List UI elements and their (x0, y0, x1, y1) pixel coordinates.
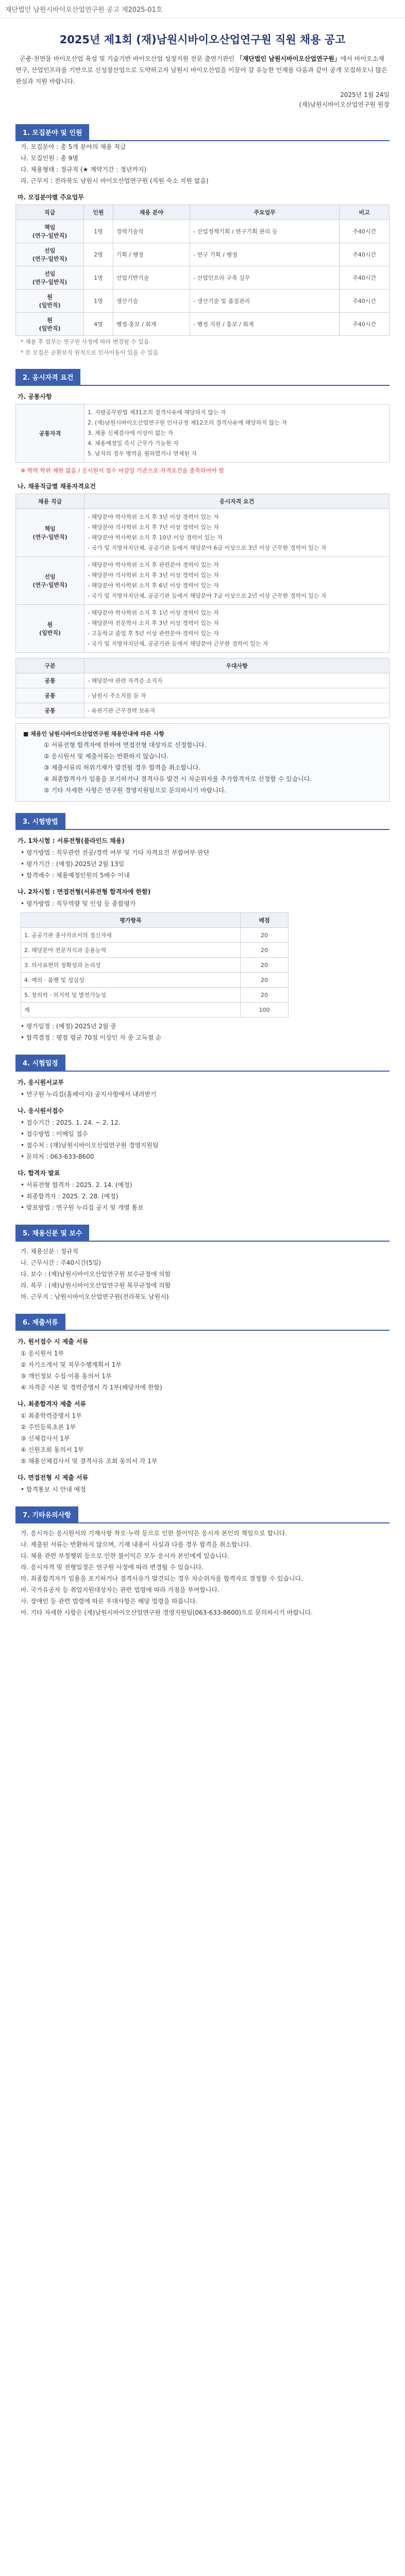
table-cell: - 생산기술 및 품질관리 (190, 290, 340, 313)
section-7-item: 나. 제출된 서류는 반환하지 않으며, 기재 내용이 사실과 다를 경우 합격을 취소합니다. (21, 1541, 251, 1548)
section-7-item: 다. 채용 관련 부정행위 등으로 인한 불이익은 모두 응시자 본인에게 있습니다. (21, 1552, 230, 1560)
preference-category: 공통 (16, 673, 85, 688)
section-7-item: 라. 응시자격 및 전형일정은 연구원 사정에 따라 변경될 수 있습니다. (21, 1564, 204, 1571)
section-4-item: • 발표방법 : 연구원 누리집 공지 및 개별 통보 (21, 1204, 144, 1211)
score-value: 20 (241, 973, 289, 988)
grade-requirement-line: - 해당분야 박사학위 소지 후 3년 이상 경력이 있는 자 (88, 514, 219, 520)
preference-category: 공통 (16, 703, 85, 718)
section-4-sub-a: 가. 응시원서교부 (18, 1079, 64, 1086)
section-divider (15, 1071, 390, 1072)
section-heading-4: 4. 시험일정 (15, 1055, 65, 1071)
section-7-item: 가. 응시자는 응시원서의 기재사항 착오·누락 등으로 인한 불이익은 응시자 본인의 책임으로 합니다. (21, 1530, 288, 1537)
table-row (21, 988, 289, 1003)
table-cell: 생산기술 (113, 290, 190, 313)
page-title: 2025년 제1회 (재)남원시바이오산업연구원 직원 채용 공고 (59, 33, 346, 46)
section-6-sub-a: 가. 원서접수 시 제출 서류 (18, 1338, 89, 1345)
table-header-cell: 비고 (340, 205, 390, 220)
section-6-sub-b: 나. 최종합격자 제출 서류 (18, 1400, 87, 1408)
table-cell: 주40시간 (340, 220, 390, 243)
score-value: 20 (241, 928, 289, 943)
intro-paragraph (15, 53, 390, 87)
table-cell: 2명 (84, 243, 113, 266)
score-value: 20 (241, 988, 289, 1003)
table-row (21, 943, 289, 958)
notice-line: ③ 제출서류의 허위기재가 발견될 경우 합격을 취소합니다. (44, 764, 201, 771)
section-6-item: ③ 개인정보 수집·이용 동의서 1부 (21, 1372, 112, 1380)
section-6-item: • 합격통보 시 안내 예정 (21, 1486, 86, 1493)
score-item: 계 (21, 1003, 241, 1018)
table-cell: 주40시간 (340, 313, 390, 336)
section-3-sub-b: 나. 2차시험 : 면접전형(서류전형 합격자에 한함) (18, 888, 151, 895)
section-6-sub-c: 다. 면접전형 시 제출 서류 (18, 1474, 89, 1481)
section-4-sub-c: 다. 합격자 발표 (18, 1170, 60, 1177)
table-row (16, 313, 390, 336)
section-1-item: 라. 근무지 : 전라북도 남원시 바이오산업연구원 (직원 숙소 지원 없음) (21, 177, 209, 184)
table-row (21, 928, 289, 943)
score-value: 20 (241, 958, 289, 973)
section-4-item: • 접수기간 : 2025. 1. 24. ~ 2. 12. (21, 1119, 121, 1126)
section-5-item: 나. 근무시간 : 주40시간(5일) (21, 1259, 101, 1266)
grade-requirement-line: - 해당분야 학사학위 소지 후 1년 이상 경력이 있는 자 (88, 609, 219, 616)
top-bar (0, 0, 405, 18)
common-requirement-item: 1. 지방공무원법 제31조의 결격사유에 해당하지 않는 자 (88, 409, 226, 416)
section-4-item: • 연구원 누리집(홈페이지) 공지사항에서 내려받기 (21, 1091, 157, 1098)
intro-text-post: 에서 바이오소재연구, 산업인프라를 기반으로 신성장산업으로 도약하고자 남원시 바이오산업을 이끌어 갈 유능한 인재를 다음과 같이 공개 모집하오니 많은 관심과 지원 바랍니다. (15, 55, 387, 85)
grade-label: 책임 (연구·일반직) (16, 509, 85, 557)
table-cell: 주40시간 (340, 243, 390, 266)
table-cell: - 연구 기획 / 행정 (190, 243, 340, 266)
section-2-sub-b: 나. 채용직급별 채용자격요건 (18, 483, 96, 490)
common-requirements (85, 404, 390, 463)
section-6-item: ② 자기소개서 및 직무수행계획서 1부 (21, 1361, 122, 1368)
section-3-item: • 합격결정 : 평점 평균 70점 이상인 자 중 고득점 순 (21, 1034, 162, 1041)
table-row (21, 973, 289, 988)
intro-text-pre: 곤충·천연물 바이오산업 육성 및 기술기반 바이오산업 성장지원 전문 출연기관인 (20, 55, 237, 62)
preference-category: 공통 (16, 688, 85, 703)
table-header-cell: 응시자격 요건 (85, 494, 390, 509)
table-cell: 원 (일반직) (16, 313, 84, 336)
preference-detail: - 해당분야 관련 자격증 소지자 (85, 673, 390, 688)
section-heading-6: 6. 제출서류 (15, 1314, 65, 1330)
table-header-cell: 배점 (241, 913, 289, 928)
section-heading-1: 1. 모집분야 및 인원 (15, 124, 89, 140)
section-heading-7: 7. 기타유의사항 (15, 1506, 78, 1522)
score-item: 4. 예의 · 품행 및 성실성 (21, 973, 241, 988)
section-heading-3: 3. 시험방법 (15, 813, 65, 829)
section-3-item: • 평가방법 : 직무역량 및 인성 등 종합평가 (21, 900, 136, 907)
table-header-cell: 채용 분야 (113, 205, 190, 220)
table-cell: 기획 / 행정 (113, 243, 190, 266)
table-row (21, 958, 289, 973)
common-requirements-table (15, 404, 390, 463)
table-row (16, 703, 390, 718)
announcement-date: 2025년 1월 24일 (340, 91, 390, 98)
section-7-item: 바. 국가유공자 등 취업지원대상자는 관련 법령에 따라 가점을 부여합니다. (21, 1586, 220, 1594)
table-row (16, 290, 390, 313)
section-7-item: 아. 기타 자세한 사항은 (재)남원시바이오산업연구원 경영지원팀(063-633-8600)으로 문의하시기 바랍니다. (21, 1609, 313, 1616)
table-cell: 산업기반기술 (113, 266, 190, 290)
recruitment-table (15, 205, 390, 336)
section-4-item: • 접수방법 : 이메일 접수 (21, 1130, 88, 1138)
grade-requirements (85, 557, 390, 605)
notice-line: ④ 최종합격자가 임용을 포기하거나 결격사유 발견 시 차순위자를 추가합격자로 선정할 수 있습니다. (44, 775, 312, 783)
table-cell: 경력기술직 (113, 220, 190, 243)
section-divider (15, 1522, 390, 1523)
section-3-sub-a: 가. 1차시험 : 서류전형(블라인드 채용) (18, 837, 125, 844)
section-6-item: ① 최종학력증명서 1부 (21, 1412, 82, 1419)
grade-requirements (85, 605, 390, 653)
section-heading-5: 5. 채용신분 및 보수 (15, 1225, 89, 1241)
section-7-item: 사. 장애인 등 관련 법령에 따른 우대사항은 해당 법령을 따릅니다. (21, 1598, 198, 1605)
section-3-item: • 평가일정 : (예정) 2025년 2월 중 (21, 1023, 116, 1030)
notice-line: ① 서류전형 합격자에 한하여 면접전형 대상자로 선정합니다. (44, 741, 207, 749)
section-4-item: • 문의처 : 063-633-8600 (21, 1153, 94, 1160)
section-4-item: • 최종합격자 : 2025. 2. 28. (예정) (21, 1193, 119, 1200)
table-cell: 선임 (연구·일반직) (16, 243, 84, 266)
notice-title: ■ 채용인 남원시바이오산업연구원 채용안내에 따른 사항 (23, 731, 164, 737)
section-2-sub-a: 가. 공통사항 (18, 393, 52, 400)
preference-table (15, 658, 390, 718)
table-row (16, 673, 390, 688)
table-row (16, 220, 390, 243)
score-value: 20 (241, 943, 289, 958)
table-row (21, 1003, 289, 1018)
score-item: 3. 의사표현의 정확성과 논리성 (21, 958, 241, 973)
table-row (16, 509, 390, 557)
grade-requirement-line: - 국가 및 지방자치단체, 공공기관 등에서 해당분야 6급 이상으로 3년 이상 근무한 경력이 있는 자 (88, 545, 327, 551)
section-6-item: ④ 자격증 사본 및 경력증명서 각 1부(해당자에 한함) (21, 1384, 162, 1391)
section-1-item: 나. 모집인원 : 총 9명 (21, 155, 78, 162)
section-6-item: ⑤ 채용신체검사서 및 결격사유 조회 동의서 각 1부 (21, 1458, 158, 1465)
grade-requirement-line: - 해당분야 학사학위 소지 후 10년 이상 경력이 있는 자 (88, 534, 223, 541)
table-cell: 행정·홍보 / 회계 (113, 313, 190, 336)
section-5-item: 라. 복무 : (재)남원시바이오산업연구원 복무규정에 의함 (21, 1282, 171, 1289)
grade-requirement-line: - 해당분야 석사학위 소지 후 7년 이상 경력이 있는 자 (88, 524, 219, 531)
section-4-item: • 접수처 : (재)남원시바이오산업연구원 경영지원팀 (21, 1142, 159, 1149)
section-6-item: ③ 신체검사서 1부 (21, 1435, 70, 1442)
section-5-item: 다. 보수 : (재)남원시바이오산업연구원 보수규정에 의함 (21, 1270, 171, 1278)
interview-score-table (21, 912, 289, 1018)
section-5-item: 마. 근무지 : 남원시바이오산업연구원(전라북도 남원시) (21, 1293, 169, 1300)
common-label: 공통자격 (16, 404, 85, 463)
table-header-cell: 인원 (84, 205, 113, 220)
score-item: 2. 해당분야 전문지식과 응용능력 (21, 943, 241, 958)
section-7-item: 마. 최종합격자가 임용을 포기하거나 결격사유가 발견되는 경우 차순위자를 합격자로 결정할 수 있습니다. (21, 1575, 303, 1582)
table-cell: 1명 (84, 266, 113, 290)
table-cell: - 행정 지원 / 홍보 / 회계 (190, 313, 340, 336)
table-header-cell: 우대사항 (85, 658, 390, 673)
section-divider (15, 385, 390, 386)
table-header-cell: 주요업무 (190, 205, 340, 220)
section-divider (15, 829, 390, 830)
score-item: 5. 창의력 · 의지력 및 발전가능성 (21, 988, 241, 1003)
preference-detail: - 유관기관 근무경력 보유자 (85, 703, 390, 718)
grade-requirements (85, 509, 390, 557)
announcement-number: 재단법인 남원시바이오산업연구원 공고 제2025-01호 (5, 6, 163, 14)
section-3-item: • 합격배수 : 채용예정인원의 5배수 이내 (21, 872, 130, 879)
table-row (16, 243, 390, 266)
table-cell: 4명 (84, 313, 113, 336)
table-cell: 선임 (연구·일반직) (16, 266, 84, 290)
eligibility-warning: ※ 학력 학위 제한 없음 / 응시원서 접수 마감일 기준으로 자격요건을 충족하여야 함 (21, 467, 224, 474)
table-cell: 원 (일반직) (16, 290, 84, 313)
section-6-item: ① 응시원서 1부 (21, 1350, 64, 1357)
section-heading-2: 2. 응시자격 요건 (15, 369, 80, 385)
grade-requirement-line: - 국가 및 지방자치단체, 공공기관 등에서 해당분야 근무한 경력이 있는 자 (88, 640, 268, 647)
table-header-cell: 평가항목 (21, 913, 241, 928)
section-6-item: ④ 신원조회 동의서 1부 (21, 1446, 84, 1453)
table-cell: 주40시간 (340, 290, 390, 313)
table-header-cell: 구분 (16, 658, 85, 673)
section-6-item: ② 주민등록초본 1부 (21, 1423, 76, 1431)
table-header-cell: 직급 (16, 205, 84, 220)
score-item: 1. 공공기관 종사자로서의 정신자세 (21, 928, 241, 943)
table-row (16, 605, 390, 653)
section-3-item: • 평가기간 : (예정) 2025년 2월 13일 (21, 860, 125, 868)
common-requirement-item: 5. 남자의 경우 병역을 필하였거나 면제된 자 (88, 450, 197, 457)
preference-detail: - 남원시 주소지를 둔 자 (85, 688, 390, 703)
section-3-item: • 평가방법 : 직무관련 전공/경력 여부 및 기타 자격요건 부합여부 판단 (21, 849, 210, 856)
section-4-sub-b: 나. 응시원서접수 (18, 1107, 64, 1114)
common-requirement-item: 4. 채용예정일 즉시 근무가 가능한 자 (88, 440, 179, 447)
table-cell: - 산업정책기획 / 연구기획 관리 등 (190, 220, 340, 243)
notice-line: ② 응시원서 및 제출서류는 반환하지 않습니다. (44, 753, 169, 760)
common-requirement-item: 3. 채용 신체검사에 이상이 없는 자 (88, 430, 174, 436)
intro-text-bold: 「재단법인 남원시바이오산업연구원」 (236, 55, 341, 62)
grade-requirement-line: - 국가 및 지방자치단체, 공공기관 등에서 해당분야 7급 이상으로 2년 이상 근무한 경력이 있는 자 (88, 592, 327, 599)
notice-line: ⑤ 기타 자세한 사항은 연구원 경영지원팀으로 문의하시기 바랍니다. (44, 787, 227, 794)
section-divider (15, 1241, 390, 1242)
grade-label: 원 (일반직) (16, 605, 85, 653)
table-cell: 주40시간 (340, 266, 390, 290)
table-row (16, 266, 390, 290)
section-1-subtitle: 마. 모집분야별 주요업무 (18, 194, 84, 201)
header-block (0, 18, 405, 113)
table-cell: 1명 (84, 220, 113, 243)
table-row (16, 557, 390, 605)
grade-requirement-line: - 해당분야 학사학위 소지 후 6년 이상 경력이 있는 자 (88, 582, 219, 589)
section-5-item: 가. 채용신분 : 정규직 (21, 1248, 79, 1255)
score-value: 100 (241, 1003, 289, 1018)
grade-requirement-line: - 해당분야 박사학위 소지 후 관련분야 경력이 있는 자 (88, 562, 220, 568)
announcement-signature: (재)남원시바이오산업연구원 원장 (299, 101, 390, 108)
table-row (16, 688, 390, 703)
section-divider (15, 1330, 390, 1331)
table-note: * 본 모집은 순환보직 원칙으로 인사이동이 있을 수 있음 (21, 349, 159, 356)
table-header-cell: 채용 직급 (16, 494, 85, 509)
grade-requirement-line: - 해당분야 석사학위 소지 후 3년 이상 경력이 있는 자 (88, 572, 219, 579)
common-requirement-item: 2. (재)남원시바이오산업연구원 인사규정 제12조의 결격사유에 해당하지 않는 자 (88, 419, 287, 426)
section-1-item: 가. 모집분야 : 총 5개 분야의 채용 직급 (21, 143, 126, 150)
table-cell: 책임 (연구·일반직) (16, 220, 84, 243)
section-4-item: • 서류전형 합격자 : 2025. 2. 14. (예정) (21, 1181, 132, 1189)
table-note: * 채용 후 업무는 연구원 사정에 따라 변경될 수 있음 (21, 338, 149, 345)
section-1-item: 다. 채용형태 : 정규직 (★ 계약기간 : 정년까지) (21, 166, 147, 173)
table-cell: 1명 (84, 290, 113, 313)
grade-requirement-line: - 고등학교 졸업 후 5년 이상 관련분야 경력이 있는 자 (88, 630, 219, 637)
section-1-items (0, 141, 405, 187)
grade-label: 선임 (연구·일반직) (16, 557, 85, 605)
notice-box (15, 723, 390, 802)
grade-requirements-table (15, 494, 390, 653)
grade-requirement-line: - 해당분야 전문학사 소지 후 3년 이상 경력이 있는 자 (88, 620, 219, 626)
table-cell: - 산업인프라 구축 실무 (190, 266, 340, 290)
